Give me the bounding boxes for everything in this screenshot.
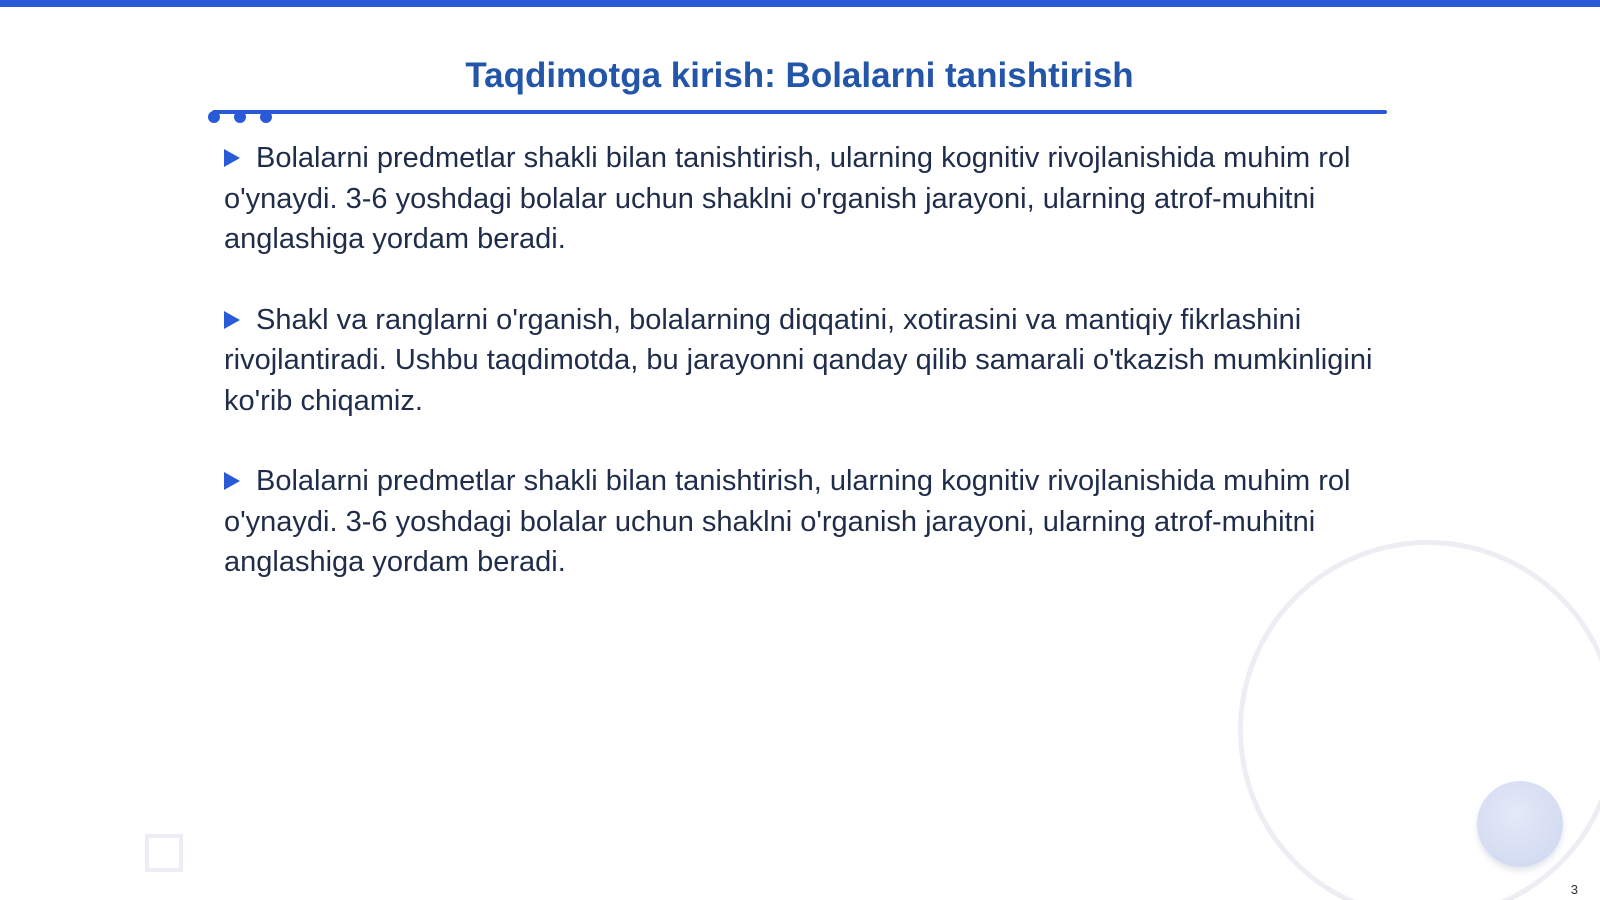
bullet-list <box>224 138 1394 623</box>
bullet-text: Bolalarni predmetlar shakli bilan tanishtirish, ularning kognitiv rivojlanishida muhim rol o'ynaydi. 3-6 yoshdagi bolalar uchun shaklni o'rganish jarayoni, ularning atrof-muhitni anglashiga yordam beradi. <box>224 465 1351 578</box>
decorative-circle <box>1477 781 1563 867</box>
decorative-dot <box>260 111 272 123</box>
top-accent-bar <box>0 0 1600 7</box>
page-number: 3 <box>1570 882 1578 897</box>
bullet-item <box>224 461 1394 583</box>
bullet-item <box>224 138 1394 260</box>
triangle-right-icon <box>224 472 240 490</box>
triangle-right-icon <box>224 311 240 329</box>
title-underline <box>212 110 1387 114</box>
decorative-dot <box>234 111 246 123</box>
bullet-item <box>224 300 1394 422</box>
slide-title: Taqdimotga kirish: Bolalarni tanishtirish <box>465 56 1134 95</box>
bullet-text: Bolalarni predmetlar shakli bilan tanishtirish, ularning kognitiv rivojlanishida muhim rol o'ynaydi. 3-6 yoshdagi bolalar uchun shaklni o'rganish jarayoni, ularning atrof-muhitni anglashiga yordam beradi. <box>224 142 1351 255</box>
triangle-right-icon <box>224 149 240 167</box>
decorative-dot <box>208 111 220 123</box>
bullet-text: Shakl va ranglarni o'rganish, bolalarning diqqatini, xotirasini va mantiqiy fikrlashini rivojlantiradi. Ushbu taqdimotda, bu jarayonni qanday qilib samarali o'tkazish mumkinligini ko'rib chiqamiz. <box>224 303 1373 417</box>
decorative-square <box>145 834 183 872</box>
